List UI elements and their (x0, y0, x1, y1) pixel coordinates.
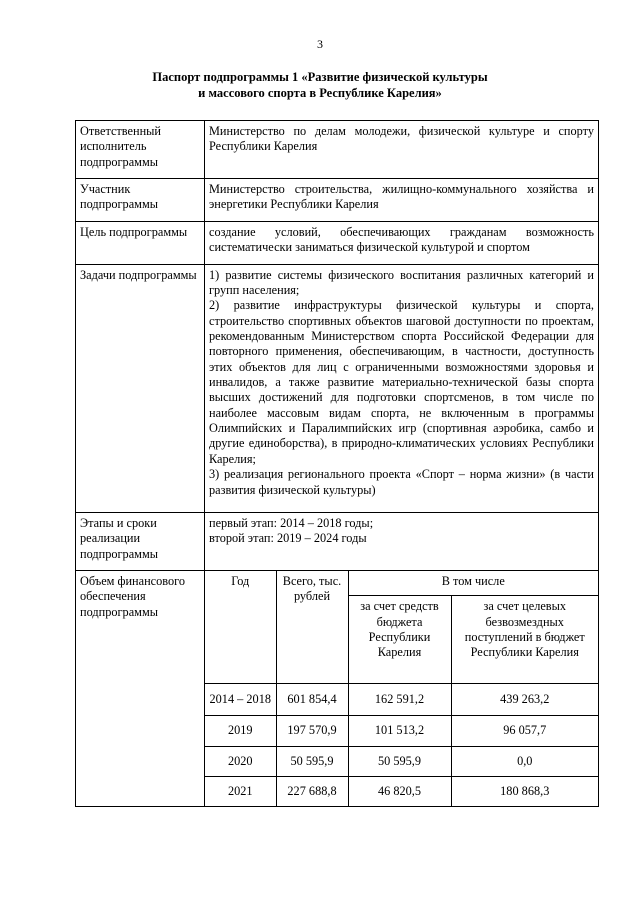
label-participant: Участник подпрограммы (76, 179, 205, 222)
row-responsible (76, 121, 599, 179)
finance-total: 227 688,8 (276, 776, 348, 806)
stage-item-2: второй этап: 2019 – 2024 годы (209, 531, 367, 546)
label-stages: Этапы и сроки реализации подпрограммы (76, 512, 205, 570)
finance-budget: 46 820,5 (348, 776, 451, 806)
header-grants: за счет целевых безвозмездных поступлений в бюджет Республики Карелия (451, 596, 598, 683)
task-item-2: 2) развитие инфраструктуры физической культуры и спорта, строительство спортивных объектов шаговой доступности по проектам, рекомендованным Министерством спорта Российской Федерации для повторного применения, обеспечивающим, в частности, доступность этих объектов для лиц с ограниченными возможностями здоровья и инвалидов, а также развитие материально-технической базы спорта высших достижений для подготовки спортсменов, в том числе по наиболее массовым видам спорта, не включенным в программы Олимпийских и Паралимпийских игр (спортивная аэробика, самбо и другие единоборства), в природно-климатических условиях Республики Карелия; (209, 298, 594, 466)
header-total: Всего, тыс. рублей (276, 571, 348, 683)
header-budget: за счет средств бюджета Республики Карелия (348, 596, 451, 683)
finance-row (205, 776, 598, 806)
row-goal (76, 221, 599, 264)
value-tasks (205, 264, 599, 512)
finance-grants: 0,0 (451, 746, 598, 776)
document-title (0, 69, 640, 102)
header-year: Год (205, 571, 276, 683)
row-finance (76, 570, 599, 806)
task-item-1: 1) развитие системы физического воспитания различных категорий и групп населения; (209, 267, 594, 297)
finance-row (205, 683, 598, 715)
finance-budget: 101 513,2 (348, 716, 451, 746)
stage-item-1: первый этап: 2014 – 2018 годы; (209, 515, 374, 530)
label-responsible: Ответственный исполнитель подпрограммы (76, 121, 205, 179)
label-goal: Цель подпрограммы (76, 221, 205, 264)
finance-grants: 439 263,2 (451, 683, 598, 715)
page-number: 3 (317, 37, 323, 51)
finance-grants: 180 868,3 (451, 776, 598, 806)
row-tasks (76, 264, 599, 512)
finance-table (205, 571, 598, 806)
finance-grants: 96 057,7 (451, 716, 598, 746)
finance-budget: 50 595,9 (348, 746, 451, 776)
finance-budget: 162 591,2 (348, 683, 451, 715)
row-stages (76, 512, 599, 570)
finance-row (205, 746, 598, 776)
label-tasks: Задачи подпрограммы (76, 264, 205, 512)
label-finance: Объем финансового обеспечения подпрограммы (76, 570, 205, 806)
finance-year: 2014 – 2018 (205, 683, 276, 715)
finance-year: 2019 (205, 716, 276, 746)
title-line-2: и массового спорта в Республике Карелия» (198, 86, 442, 101)
finance-total: 601 854,4 (276, 683, 348, 715)
task-item-3: 3) реализация регионального проекта «Спорт – норма жизни» (в части развития физической культуры) (209, 467, 594, 497)
finance-header-row-1 (205, 571, 598, 596)
finance-row (205, 716, 598, 746)
header-including: В том числе (348, 571, 598, 596)
finance-total: 50 595,9 (276, 746, 348, 776)
finance-total: 197 570,9 (276, 716, 348, 746)
value-stages (205, 512, 599, 570)
value-responsible: Министерство по делам молодежи, физической культуре и спорту Республики Карелия (205, 121, 599, 179)
value-finance (205, 570, 599, 806)
passport-table (75, 120, 599, 807)
row-participant (76, 179, 599, 222)
finance-year: 2020 (205, 746, 276, 776)
title-line-1: Паспорт подпрограммы 1 «Развитие физической культуры (152, 70, 488, 84)
value-participant: Министерство строительства, жилищно-коммунального хозяйства и энергетики Республики Карелия (205, 179, 599, 222)
finance-year: 2021 (205, 776, 276, 806)
value-goal: создание условий, обеспечивающих гражданам возможность систематически заниматься физической культурой и спортом (205, 221, 599, 264)
